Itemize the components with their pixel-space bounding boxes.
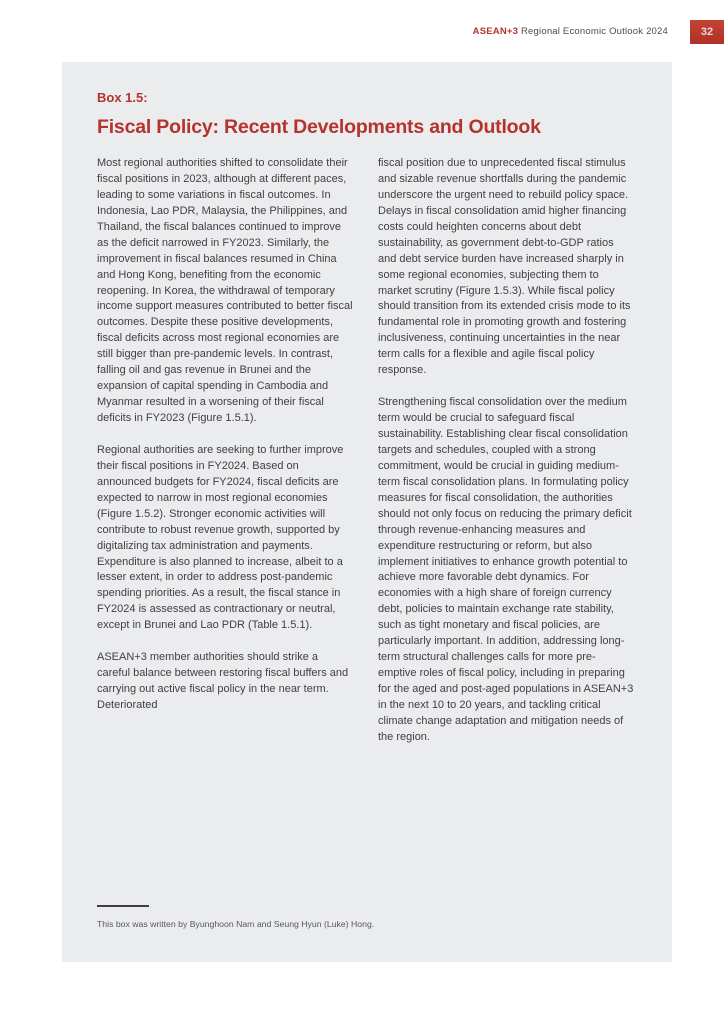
box-title: Fiscal Policy: Recent Developments and Outlook bbox=[97, 116, 541, 138]
footnote-text: This box was written by Byunghoon Nam and Seung Hyun (Luke) Hong. bbox=[97, 919, 375, 929]
page-number-badge: 32 bbox=[690, 20, 724, 44]
paragraph-3: ASEAN+3 member authorities should strike a careful balance between restoring fiscal buffers and carrying out active fiscal policy in the near term. Deteriorated bbox=[97, 651, 349, 711]
body-columns bbox=[97, 156, 634, 762]
running-title bbox=[473, 20, 668, 44]
box-panel bbox=[62, 62, 672, 962]
paragraph-1: Most regional authorities shifted to consolidate their fiscal positions in 2023, although at different paces, leading to some variations in fiscal outcomes. In Indonesia, Lao PDR, Malaysia, the Philippines, and Thailand, the fiscal balances continued to improve as the deficit narrowed in FY2023. Similarly, the improvement in fiscal balances resumed in China and Hong Kong, benefiting from the economic reopening. In Korea, the withdrawal of temporary income support measures contributed to better fiscal outcomes. Despite these positive developments, fiscal deficits across most regional economies are still bigger than pre-pandemic levels. In contrast, falling oil and gas revenue in Brunei and the expansion of capital spending in Cambodia and Myanmar resulted in a worsening of their fiscal deficits in FY2023 (Figure 1.5.1). bbox=[97, 157, 353, 424]
right-column bbox=[378, 156, 634, 762]
page-header bbox=[0, 20, 724, 44]
running-title-brand: ASEAN+3 bbox=[472, 26, 519, 37]
paragraph-2: Regional authorities are seeking to further improve their fiscal positions in FY2024. Based on announced budgets for FY2024, fiscal deficits are expected to narrow in most regional economies (Figure 1.5.2). Stronger economic activities will contribute to robust revenue growth, supported by digitalizing tax administration and payments. Expenditure is also planned to increase, albeit to a lesser extent, in order to address post-pandemic spending priorities. As a result, the fiscal stance in FY2024 is assessed as contractionary or neutral, except in Brunei and Lao PDR (Table 1.5.1). bbox=[97, 443, 344, 632]
paragraph-5: Strengthening fiscal consolidation over the medium term would be crucial to safeguard fiscal sustainability. Establishing clear fiscal consolidation targets and schedules, coupled with a strong commitment, would be crucial in guiding medium-term fiscal consolidation plans. In formulating policy measures for fiscal consolidation, the authorities should not only focus on reducing the primary deficit through revenue-enhancing measures and expenditure restructuring or reform, but also implement initiatives to enhance growth potential to achieve more favorable debt dynamics. For economies with a high share of foreign currency debt, policies to maintain exchange rate stability, such as tight monetary and fiscal policies, are particularly important. In addition, addressing long-term structural challenges calls for more pre-emptive roles of fiscal policy, including in preparing for the aged and post-aged populations in ASEAN+3 in the next 10 to 20 years, and tackling critical climate change adaptation and mitigation needs of the region. bbox=[378, 396, 634, 743]
box-kicker: Box 1.5: bbox=[97, 90, 148, 105]
paragraph-4: fiscal position due to unprecedented fiscal stimulus and sizable revenue shortfalls during the pandemic underscore the urgent need to rebuild policy space. Delays in fiscal consolidation amid higher financing costs could heighten concerns about debt sustainability, as government debt-to-GDP ratios and debt service burden have increased sharply in some regional economies, subjecting them to market scrutiny (Figure 1.5.3). While fiscal policy should transition from its extended crisis mode to its fundamental role in promoting growth and fostering inclusiveness, continuing uncertainties in the near term calls for a flexible and agile fiscal policy response. bbox=[378, 157, 631, 377]
footnote bbox=[97, 905, 597, 930]
left-column bbox=[97, 156, 353, 762]
running-title-text: Regional Economic Outlook 2024 bbox=[518, 26, 668, 37]
footnote-rule bbox=[97, 905, 149, 907]
